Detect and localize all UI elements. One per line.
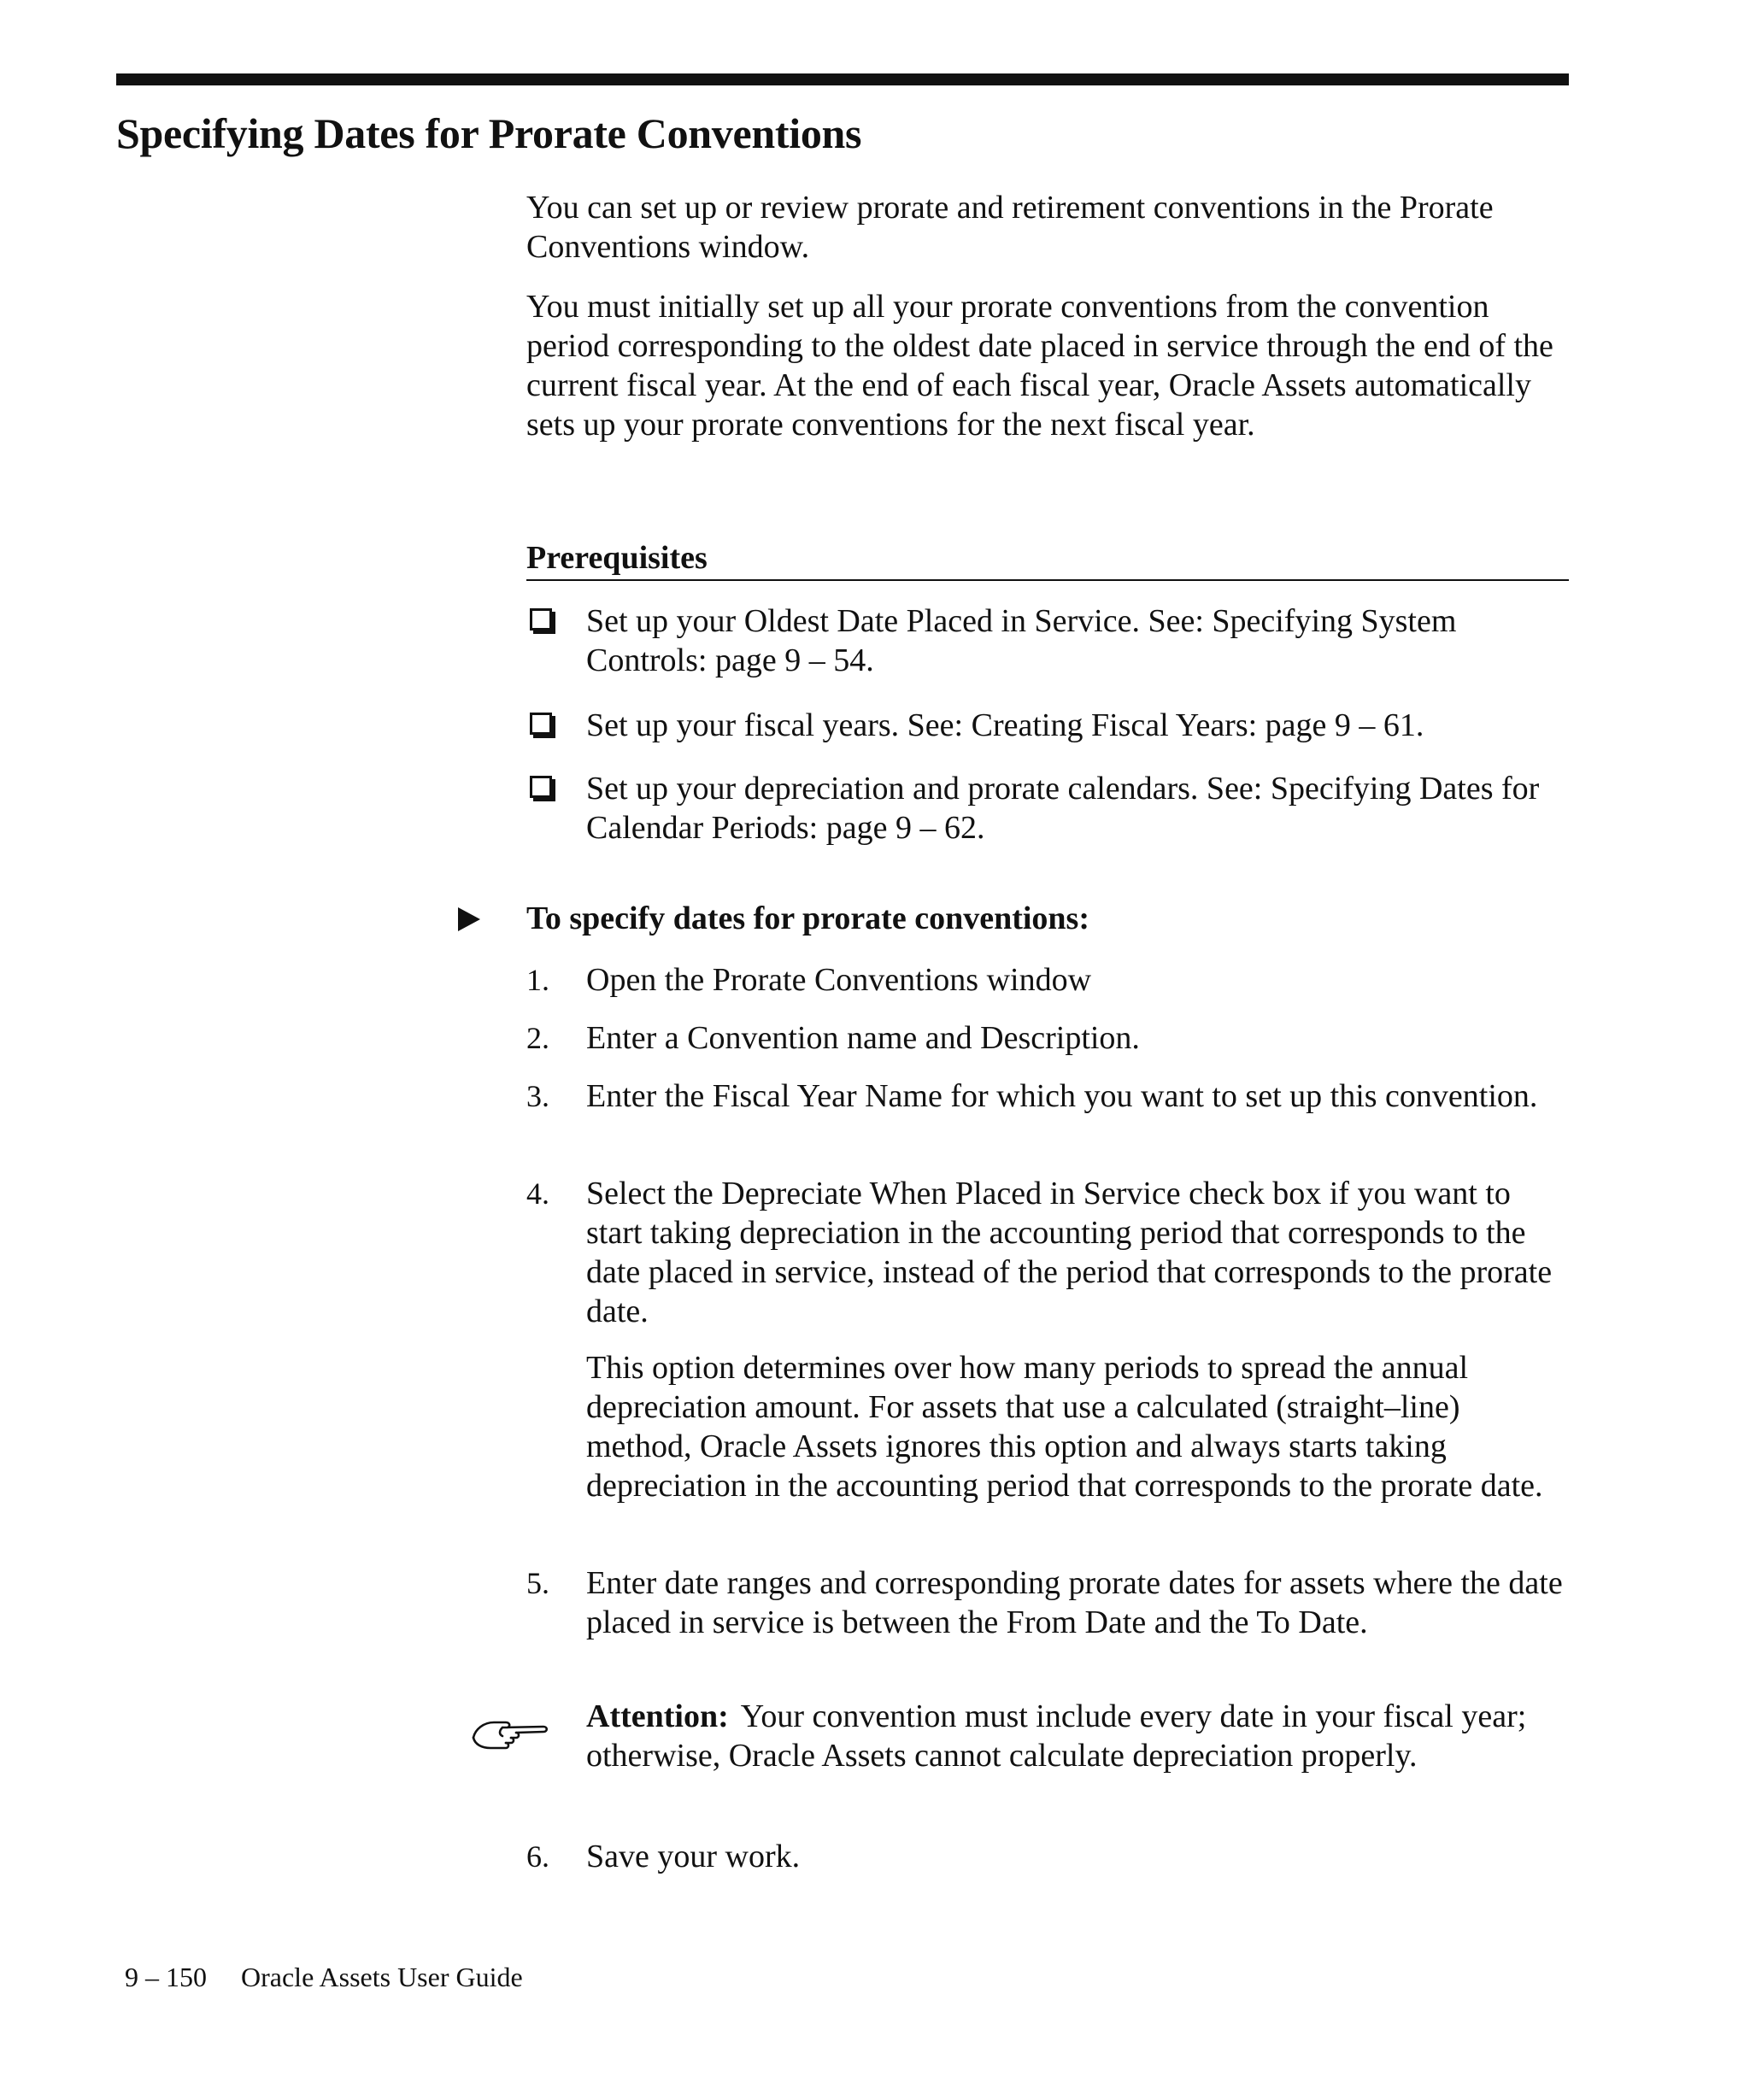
page-footer xyxy=(125,1960,523,1994)
top-rule xyxy=(116,73,1569,85)
step-text: Save your work. xyxy=(586,1839,801,1874)
step-number: 2. xyxy=(526,1021,549,1055)
step-number: 1. xyxy=(526,963,549,997)
step-number: 5. xyxy=(526,1566,549,1600)
footer-page-number: 9 – 150 xyxy=(125,1962,207,1992)
page-title: Specifying Dates for Prorate Conventions xyxy=(116,109,862,157)
attention-label: Attention: xyxy=(586,1698,729,1734)
step-text: Enter date ranges and corresponding prorate dates for assets where the date placed in service is between the From Date and the To Date. xyxy=(586,1565,1563,1640)
prerequisite-text: Set up your fiscal years. See: Creating Fiscal Years: page 9 – 61. xyxy=(586,707,1424,743)
pointing-hand-icon xyxy=(468,1712,550,1753)
step-text: Open the Prorate Conventions window xyxy=(586,962,1092,998)
prerequisites-heading: Prerequisites xyxy=(526,538,1569,581)
step-text: Select the Depreciate When Placed in Service check box if you want to start taking depreciation in the accounting period that corresponds to the date placed in service, instead of the period that corresponds to the prorate date. xyxy=(586,1176,1553,1329)
step-text: Enter the Fiscal Year Name for which you want to set up this convention. xyxy=(586,1078,1538,1114)
step-text: Enter a Convention name and Description. xyxy=(586,1020,1140,1056)
attention-text: Your convention must include every date in your fiscal year; otherwise, Oracle Assets cannot calculate depreciation properly. xyxy=(586,1698,1527,1774)
step-note-text: This option determines over how many periods to spread the annual depreciation amount. For assets that use a calculated (straight–line) method, Oracle Assets ignores this option and always starts taking depreciation in the accounting period that corresponds to the prorate date. xyxy=(586,1350,1543,1504)
footer-book-title: Oracle Assets User Guide xyxy=(241,1962,523,1992)
step-number: 6. xyxy=(526,1839,549,1874)
checkbox-icon xyxy=(530,713,552,735)
prerequisite-text: Set up your depreciation and prorate calendars. See: Specifying Dates for Calendar Periods: page 9 – 62. xyxy=(586,771,1540,846)
intro-paragraph-2: You must initially set up all your prorate conventions from the convention period corresponding to the oldest date placed in service through the end of the current fiscal year. At the end of each fiscal year, Oracle Assets automatically sets up your prorate conventions for the next fiscal year. xyxy=(526,289,1553,443)
prerequisite-text: Set up your Oldest Date Placed in Service. See: Specifying System Controls: page 9 – 54. xyxy=(586,603,1457,678)
attention-note xyxy=(586,1697,1569,1775)
step-number: 4. xyxy=(526,1176,549,1211)
checkbox-icon xyxy=(530,608,552,631)
procedure-heading: To specify dates for prorate conventions: xyxy=(526,900,1089,936)
step-number: 3. xyxy=(526,1079,549,1113)
intro-paragraph-1: You can set up or review prorate and retirement conventions in the Prorate Conventions window. xyxy=(526,190,1494,265)
checkbox-icon xyxy=(530,776,552,798)
procedure-arrow-icon xyxy=(458,907,480,931)
